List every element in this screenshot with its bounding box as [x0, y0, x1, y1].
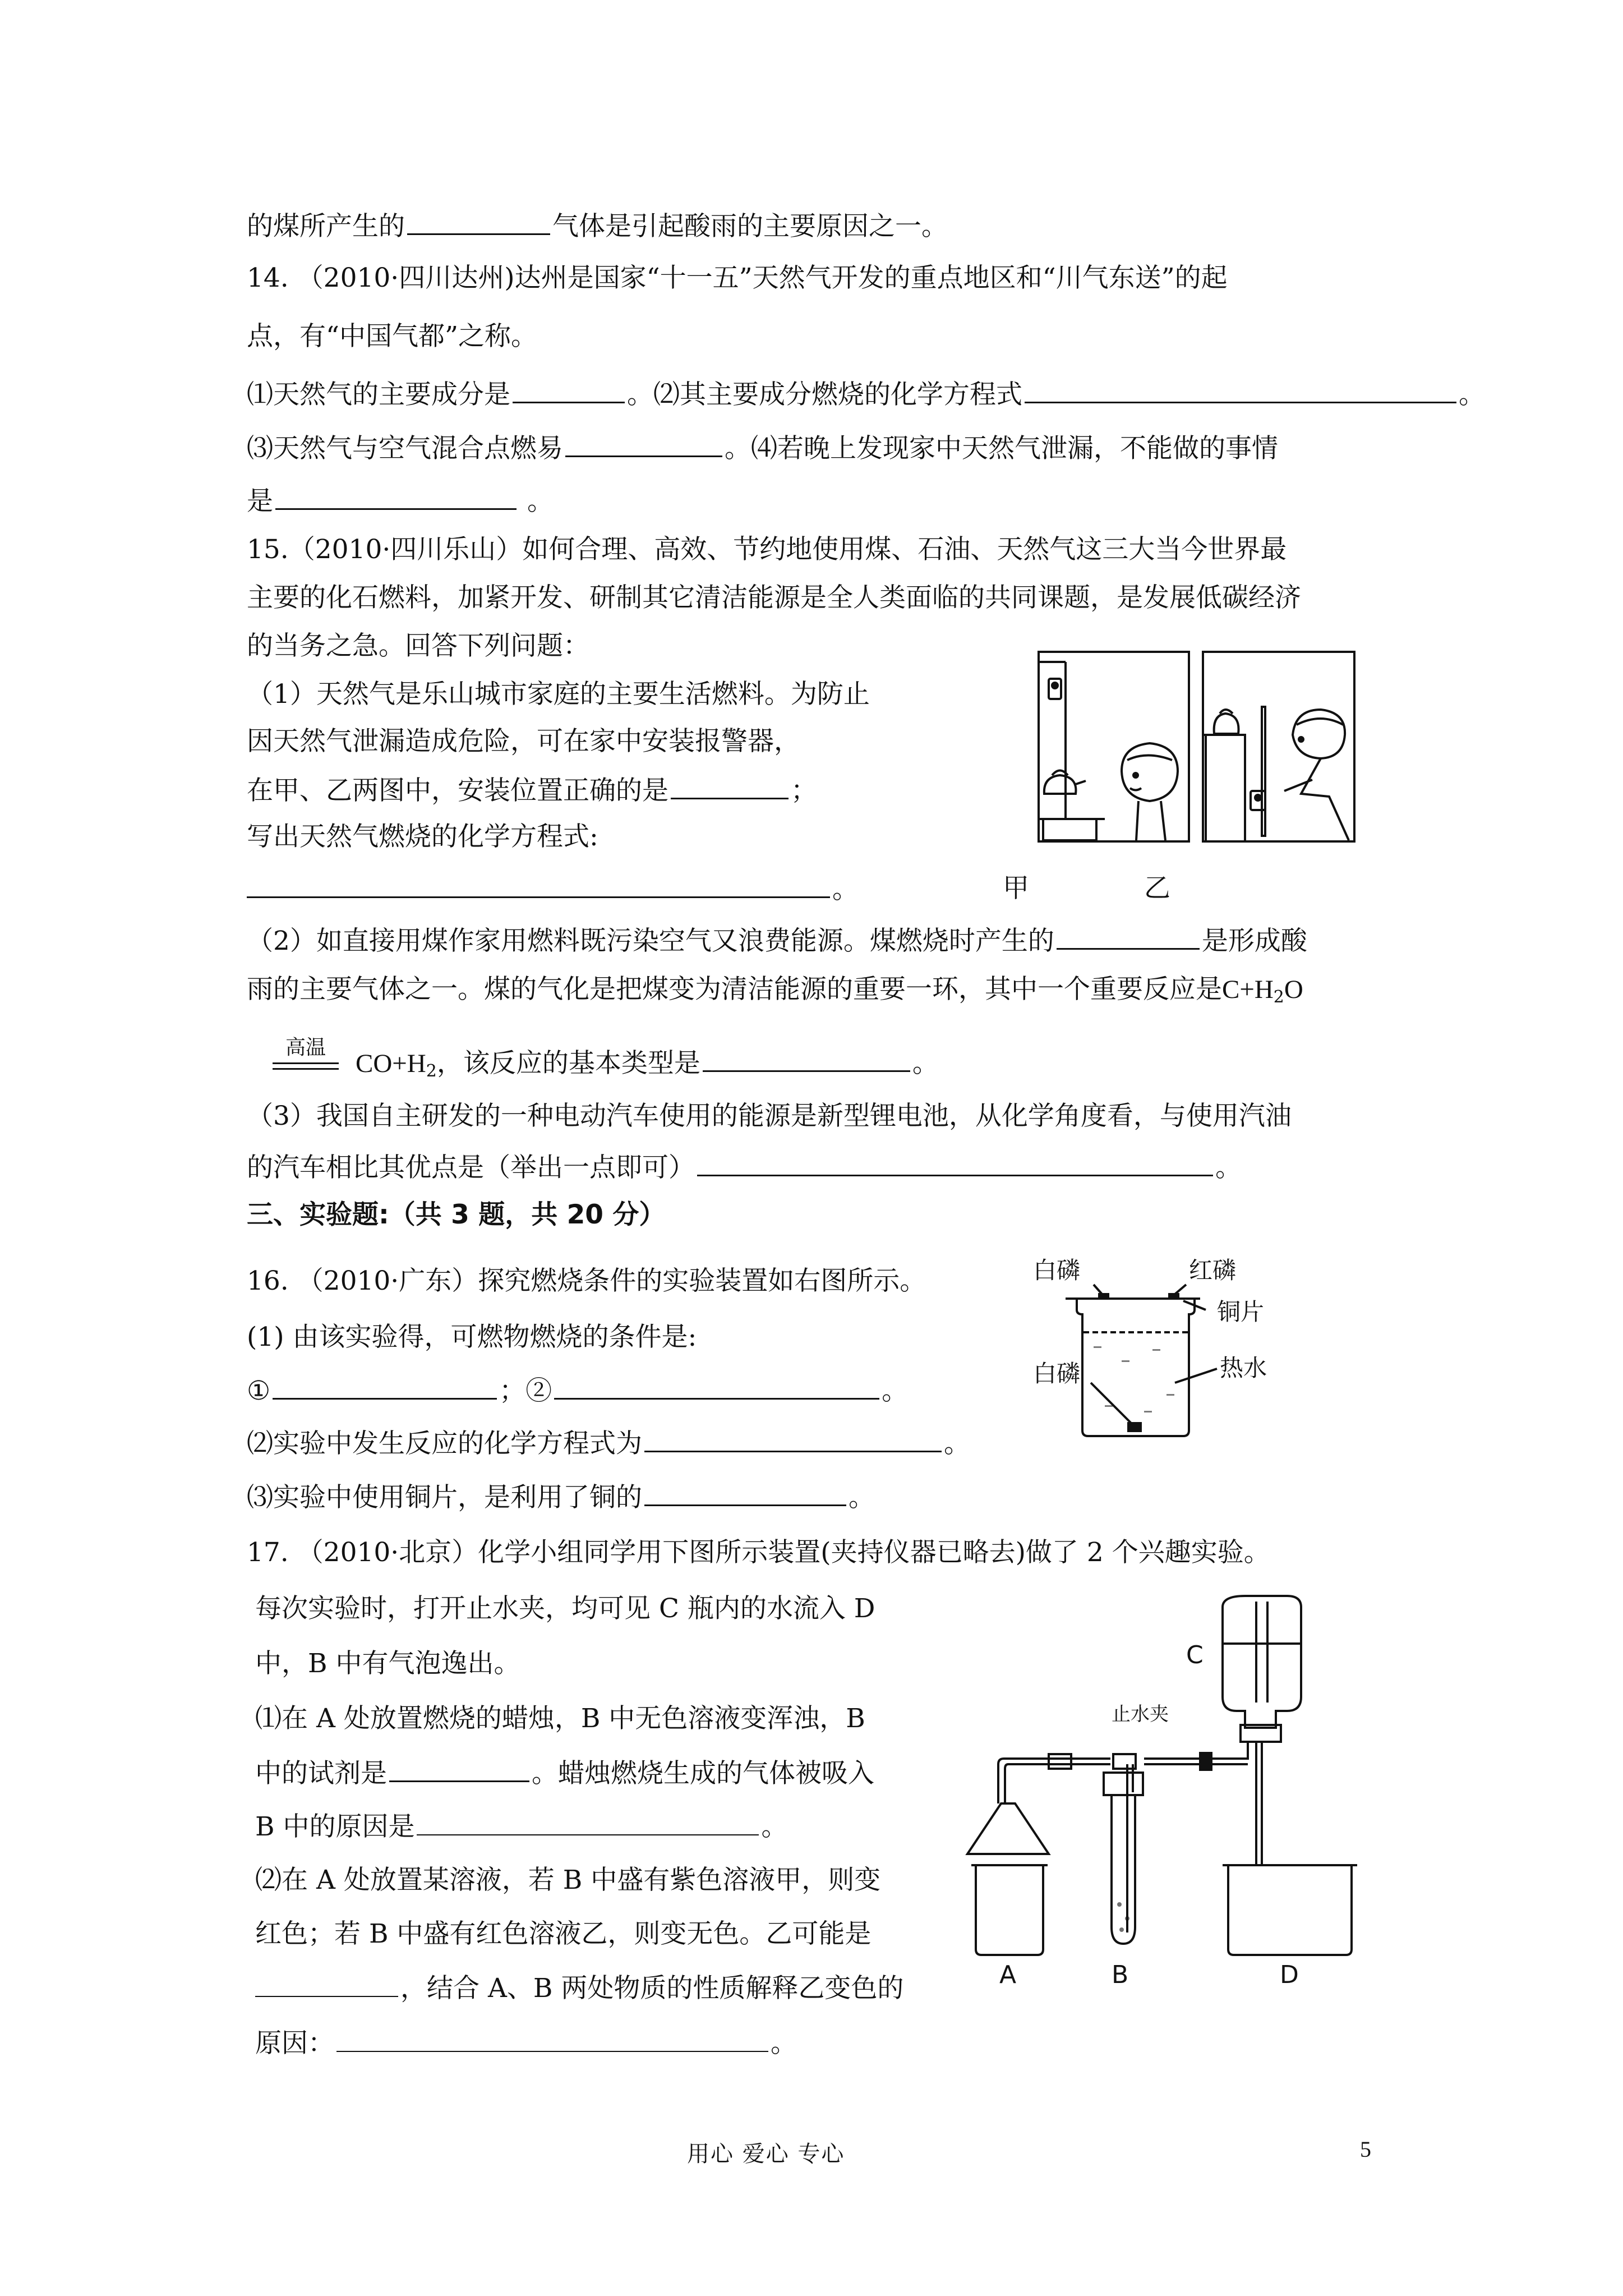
q15-line-12: （3）我国自主研发的一种电动汽车使用的能源是新型锂电池，从化学角度看，与使用汽油: [247, 1101, 1292, 1131]
answer-blank[interactable]: [703, 1046, 910, 1072]
answer-blank[interactable]: [697, 1150, 1213, 1176]
answer-blank[interactable]: [644, 1480, 846, 1506]
line-q13-end: 的煤所产生的 气体是引起酸雨的主要原因之一。: [247, 209, 948, 243]
answer-blank[interactable]: [275, 484, 517, 510]
figure-absorption-apparatus: [965, 1590, 1391, 2033]
q17-line-3: 中，B 中有气泡逸出。: [255, 1648, 520, 1679]
q15-line-13: 的汽车相比其优点是（举出一点即可） 。: [247, 1150, 1242, 1185]
q14-line-4: ⑶天然气与空气混合点燃易 。⑷若晚上发现家中天然气泄漏，不能做的事情: [247, 431, 1278, 466]
q15-line-11: $CO+H_2$，该反应的基本类型是 。: [356, 1046, 939, 1088]
answer-blank[interactable]: [1025, 377, 1456, 403]
q16-line-1: 16. （2010·广东）探究燃烧条件的实验装置如右图所示。: [247, 1266, 926, 1296]
reaction-arrow-line-1: [273, 1062, 339, 1064]
q15-line-9: （2）如直接用煤作家用燃料既污染空气又浪费能源。煤燃烧时产生的 是形成酸: [247, 923, 1307, 958]
q17-line-7: ⑵在 A 处放置某溶液，若 B 中盛有紫色溶液甲，则变: [255, 1865, 881, 1895]
beaker-A: [976, 1865, 1043, 1955]
q17-line-6: B 中的原因是 。: [255, 1810, 787, 1844]
answer-blank[interactable]: [644, 1426, 942, 1452]
answer-blank[interactable]: [255, 1971, 398, 1997]
beaker-D: [1228, 1865, 1352, 1955]
q17-line-5: 中的试剂是 。蜡烛燃烧生成的气体被吸入: [255, 1756, 874, 1791]
answer-blank[interactable]: [389, 1756, 529, 1782]
answer-blank[interactable]: [407, 209, 550, 235]
answer-blank[interactable]: [513, 377, 625, 403]
q16-line-4: ⑵实验中发生反应的化学方程式为 。: [247, 1426, 970, 1461]
q16-line-3: ① ；② 。: [247, 1373, 908, 1408]
figure-combustion-apparatus: [1032, 1254, 1279, 1444]
clamp: [1200, 1753, 1211, 1770]
q16-line-5: ⑶实验中使用铜片，是利用了铜的 。: [247, 1480, 875, 1515]
label-red-phosphorus: 红磷: [1189, 1257, 1237, 1284]
figure-alarm-placement: [1038, 651, 1357, 844]
label-clamp: 止水夹: [1112, 1703, 1169, 1726]
q15-line-8: 。: [247, 872, 859, 907]
kettle-icon: [1044, 775, 1076, 794]
reaction-arrow-line-2: [273, 1068, 339, 1070]
label-B: B: [1112, 1961, 1129, 1989]
stopper-B: [1104, 1773, 1143, 1795]
reaction-condition-high-temp: 高温: [285, 1036, 326, 1059]
section-3-heading: 三、实验题:（共 3 题，共 20 分）: [247, 1199, 666, 1230]
bottle-C: [1223, 1596, 1301, 1728]
q14-line-2: 点，有“中国气都”之称。: [247, 321, 538, 352]
test-tube-B: [1112, 1795, 1135, 1944]
page-number: 5: [1360, 2137, 1371, 2162]
q15-line-2: 主要的化石燃料，加紧开发、研制其它清洁能源是全人类面临的共同课题，是发展低碳经济: [247, 582, 1301, 613]
label-white-phosphorus-top: 白磷: [1033, 1257, 1081, 1284]
answer-blank[interactable]: [273, 1373, 497, 1400]
answer-blank[interactable]: [554, 1373, 879, 1400]
q17-line-2: 每次实验时，打开止水夹，均可见 C 瓶内的水流入 D: [255, 1593, 875, 1624]
q14-line-3: ⑴天然气的主要成分是 。⑵其主要成分燃烧的化学方程式 。: [247, 377, 1485, 412]
figure-label-yi: 乙: [1144, 873, 1170, 904]
kettle-icon: [1214, 714, 1239, 734]
q14-line-5: 是 。: [247, 484, 554, 518]
label-copper-sheet: 铜片: [1217, 1298, 1265, 1326]
q15-line-5: 因天然气泄漏造成危险，可在家中安装报警器，: [247, 726, 800, 757]
answer-blank[interactable]: [247, 872, 830, 898]
label-hot-water: 热水: [1220, 1354, 1267, 1382]
answer-blank[interactable]: [1057, 923, 1200, 950]
q17-line-1: 17. （2010·北京）化学小组同学用下图所示装置(夹持仪器已略去)做了 2 个兴趣实验。: [247, 1537, 1270, 1568]
figure-yi-frame: [1203, 652, 1354, 841]
label-D: D: [1280, 1961, 1299, 1989]
answer-blank[interactable]: [417, 1810, 759, 1835]
answer-blank[interactable]: [336, 2026, 768, 2052]
q15-line-7: 写出天然气燃烧的化学方程式:: [247, 821, 598, 852]
label-C: C: [1186, 1641, 1204, 1669]
q14-line-1: 14. （2010·四川达州)达州是国家“十一五”天然气开发的重点地区和“川气东送”的起: [247, 263, 1228, 293]
label-white-phosphorus-bottom: 白磷: [1033, 1360, 1081, 1387]
child-icon: [1293, 710, 1345, 758]
child-icon: [1122, 743, 1178, 801]
figure-label-jia: 甲: [1003, 873, 1029, 904]
answer-blank[interactable]: [671, 773, 789, 799]
q15-line-10: 雨的主要气体之一。煤的气化是把煤变为清洁能源的重要一环，其中一个重要反应是$C+H_2O$: [247, 974, 1303, 1007]
q17-line-9: ，结合 A、B 两处物质的性质解释乙变色的: [255, 1971, 903, 2005]
beaker: [1077, 1299, 1195, 1436]
q15-line-4: （1）天然气是乐山城市家庭的主要生活燃料。为防止: [247, 679, 870, 710]
answer-blank[interactable]: [565, 431, 722, 457]
q16-line-2: (1) 由该实验得，可燃物燃烧的条件是:: [247, 1322, 697, 1352]
q15-line-1: 15.（2010·四川乐山）如何合理、高效、节约地使用煤、石油、天然气这三大当今世界最: [247, 534, 1287, 565]
q17-line-4: ⑴在 A 处放置燃烧的蜡烛，B 中无色溶液变浑浊，B: [255, 1703, 865, 1734]
q17-line-10: 原因： 。: [255, 2026, 797, 2060]
label-A: A: [999, 1961, 1017, 1989]
footer-motto: 用心 爱心 专心: [687, 2141, 845, 2167]
q17-line-8: 红色；若 B 中盛有红色溶液乙，则变无色。乙可能是: [255, 1918, 872, 1949]
q15-line-6: 在甲、乙两图中，安装位置正确的是 ；: [247, 773, 817, 808]
q15-line-3: 的当务之急。回答下列问题：: [247, 631, 589, 661]
funnel: [967, 1803, 1049, 1854]
